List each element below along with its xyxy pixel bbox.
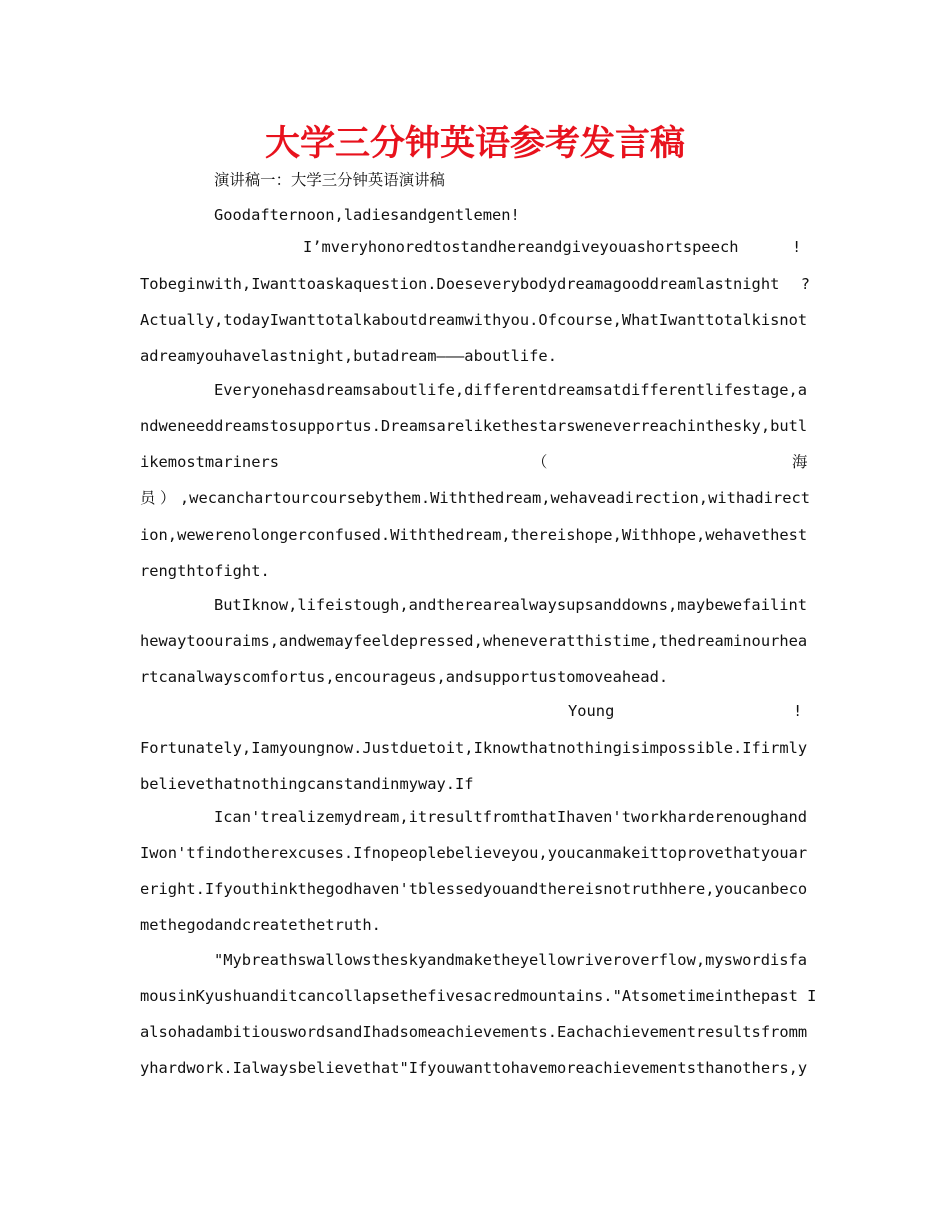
document-title: 大学三分钟英语参考发言稿 <box>264 124 685 164</box>
text-line: methegodandcreatethetruth. <box>140 916 381 934</box>
text-line: eright.Ifyouthinkthegodhaven'tblessedyouandthereisnotruthhere,youcanbeco <box>140 880 808 898</box>
text-line: Fortunately,Iamyoungnow.Justduetoit,Iknowthatnothingisimpossible.Ifirmly <box>140 739 808 757</box>
text-line: ndweneeddreamstosupportus.Dreamsarelikethestarsweneverreachinthesky,butl <box>140 417 808 435</box>
text-line: Tobeginwith,Iwanttoaskaquestion.Doeseverybodydreamagooddreamlastnight ? <box>140 275 810 293</box>
greeting-line: Goodafternoon,ladiesandgentlemen! <box>214 206 520 224</box>
text-line: alsohadambitiouswordsandIhadsomeachievements.Eachachievementresultsfromm <box>140 1023 808 1041</box>
text-line: ! <box>792 238 802 256</box>
text-line: mousinKyushuanditcancollapsethefivesacredmountains."Atsometimeinthepast I <box>140 987 817 1005</box>
text-line: adreamyouhavelastnight,butadream———aboutlife. <box>140 347 557 365</box>
text-line: ! <box>793 702 803 720</box>
text-line: Ican'trealizemydream,itresultfromthatIhaven'tworkharderenoughand <box>214 808 808 826</box>
text-line: "Mybreathswallowstheskyandmaketheyellowriveroverflow,myswordisfa <box>214 951 808 969</box>
text-line: Actually,todayIwanttotalkaboutdreamwithyou.Ofcourse,WhatIwanttotalkisnot <box>140 311 808 329</box>
text-line: Young <box>568 702 615 720</box>
text-line: ikemostmariners <box>140 453 279 471</box>
text-line: rtcanalwayscomfortus,encourageus,andsupportustomoveahead. <box>140 668 669 686</box>
text-line: hewaytoouraims,andwemayfeeldepressed,wheneveratthistime,thedreaminourhea <box>140 632 808 650</box>
text-line: believethatnothingcanstandinmyway.If <box>140 775 474 793</box>
text-line: 员）,wecanchartourcoursebythem.Withthedream,wehaveadirection,withadirect <box>140 489 810 507</box>
text-line: rengthtofight. <box>140 562 270 580</box>
text-line: ButIknow,lifeistough,andtherearealwaysupsanddowns,maybewefailint <box>214 596 808 614</box>
text-line: I’mveryhonoredtostandhereandgiveyouashortspeech <box>303 238 739 256</box>
text-line: （ <box>532 453 548 471</box>
text-line: ion,wewerenolongerconfused.Withthedream,thereishope,Withhope,wehavethest <box>140 526 808 544</box>
text-line: 海 <box>792 453 808 471</box>
text-line: Everyonehasdreamsaboutlife,differentdreamsatdifferentlifestage,a <box>214 381 808 399</box>
speech-subtitle: 演讲稿一：大学三分钟英语演讲稿 <box>214 171 445 189</box>
text-line: Iwon'tfindotherexcuses.Ifnopeoplebelieveyou,youcanmakeittoprovethatyouar <box>140 844 808 862</box>
text-line: yhardwork.Ialwaysbelievethat"Ifyouwanttohavemoreachievementsthanothers,y <box>140 1059 808 1077</box>
